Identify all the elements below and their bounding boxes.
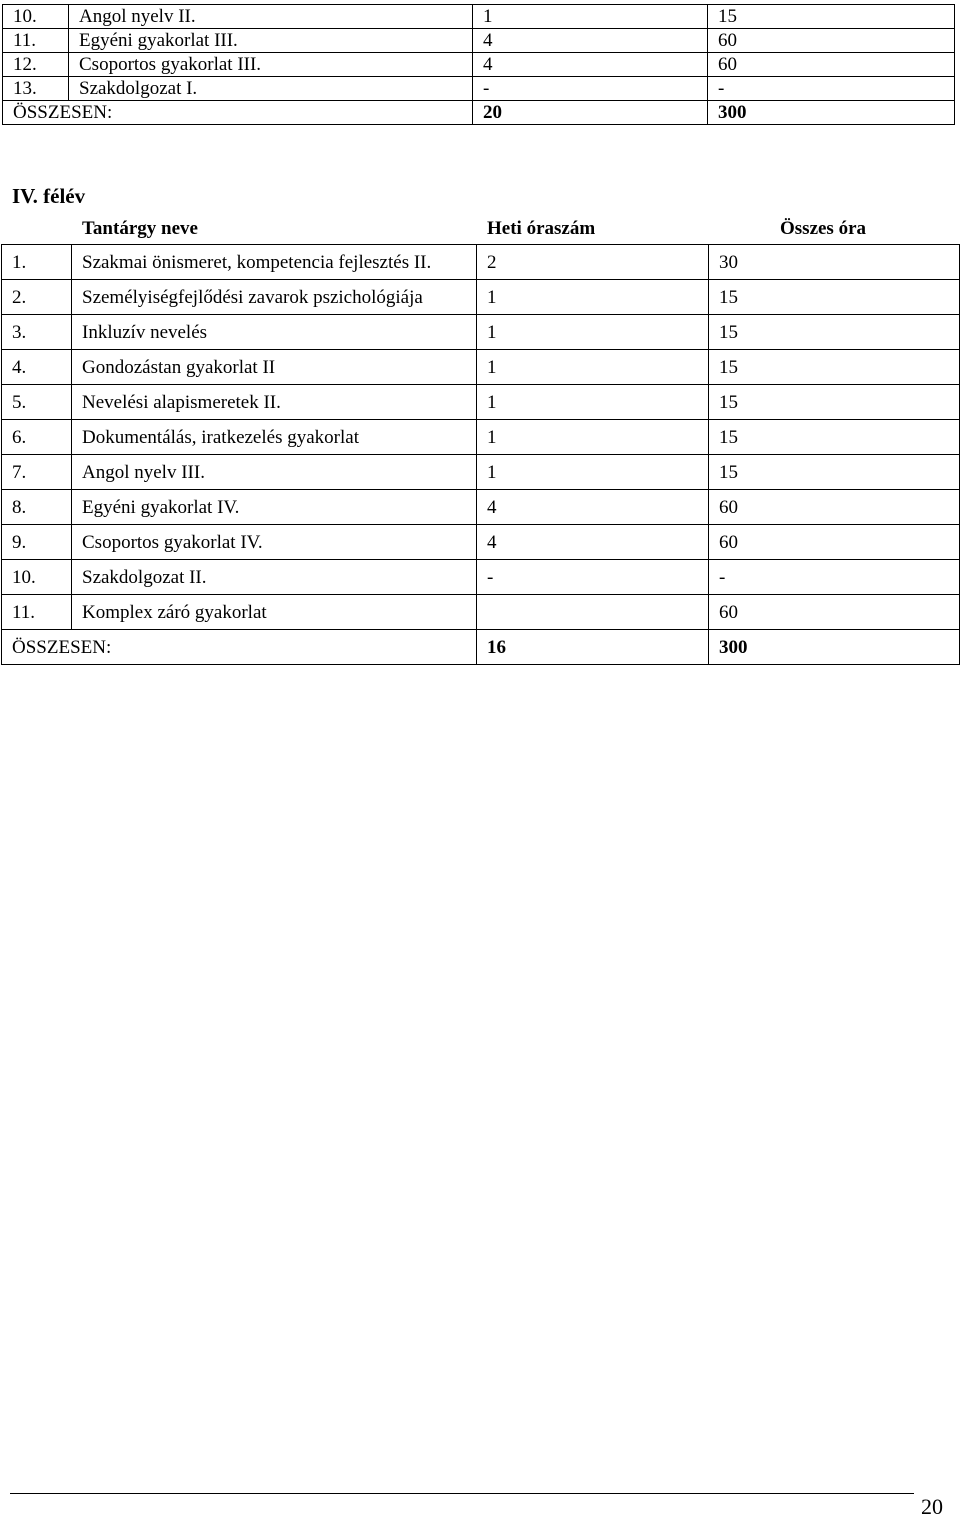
sum-total-hours: 300 (708, 101, 955, 125)
subject-name: Csoportos gyakorlat III. (69, 53, 473, 77)
subject-name: Nevelési alapismeretek II. (72, 385, 477, 420)
table-row (2, 525, 960, 560)
total-hours: 15 (709, 315, 960, 350)
subject-name: Csoportos gyakorlat IV. (72, 525, 477, 560)
sum-weekly-hours: 20 (473, 101, 708, 125)
header-weekly-hours: Heti óraszám (487, 218, 596, 239)
table-row (2, 420, 960, 455)
table-row (2, 490, 960, 525)
table-header (0, 212, 960, 242)
weekly-hours: 1 (473, 5, 708, 29)
table-row (3, 53, 955, 77)
course-table-semester-iii-end (2, 4, 955, 125)
table-row (2, 245, 960, 280)
table-row (2, 280, 960, 315)
row-number: 13. (3, 77, 69, 101)
subject-name: Egyéni gyakorlat IV. (72, 490, 477, 525)
row-number: 8. (2, 490, 72, 525)
total-hours: 60 (709, 490, 960, 525)
subject-name: Személyiségfejlődési zavarok pszichológiája (72, 280, 477, 315)
table-row (2, 560, 960, 595)
total-hours: 60 (709, 525, 960, 560)
row-number: 2. (2, 280, 72, 315)
table-row (2, 350, 960, 385)
semester-heading: IV. félév (12, 184, 86, 208)
subject-name: Inkluzív nevelés (72, 315, 477, 350)
subject-name: Angol nyelv III. (72, 455, 477, 490)
table-row (2, 455, 960, 490)
header-total-hours: Összes óra (780, 218, 867, 239)
weekly-hours: 2 (477, 245, 709, 280)
subject-name: Szakmai önismeret, kompetencia fejlesztés II. (72, 245, 477, 280)
weekly-hours: 1 (477, 350, 709, 385)
total-hours: 15 (709, 280, 960, 315)
weekly-hours: 1 (477, 315, 709, 350)
weekly-hours: - (473, 77, 708, 101)
row-number: 5. (2, 385, 72, 420)
subject-name: Gondozástan gyakorlat II (72, 350, 477, 385)
table-row (2, 385, 960, 420)
sum-row (2, 630, 960, 665)
row-number: 11. (3, 29, 69, 53)
weekly-hours: 1 (477, 420, 709, 455)
course-table-semester-iv (1, 244, 960, 665)
total-hours: 60 (708, 53, 955, 77)
subject-name: Szakdolgozat I. (69, 77, 473, 101)
table-row (2, 595, 960, 630)
table-row (3, 77, 955, 101)
subject-name: Szakdolgozat II. (72, 560, 477, 595)
table-row (2, 315, 960, 350)
row-number: 10. (2, 560, 72, 595)
header-subject-name: Tantárgy neve (82, 218, 198, 239)
row-number: 1. (2, 245, 72, 280)
row-number: 10. (3, 5, 69, 29)
weekly-hours: 4 (473, 53, 708, 77)
row-number: 6. (2, 420, 72, 455)
total-hours: 60 (709, 595, 960, 630)
total-hours: 60 (708, 29, 955, 53)
sum-weekly-hours: 16 (477, 630, 709, 665)
total-hours: 15 (709, 455, 960, 490)
total-hours: - (709, 560, 960, 595)
subject-name: Dokumentálás, iratkezelés gyakorlat (72, 420, 477, 455)
sum-row (3, 101, 955, 125)
row-number: 9. (2, 525, 72, 560)
row-number: 11. (2, 595, 72, 630)
weekly-hours: 4 (477, 490, 709, 525)
row-number: 12. (3, 53, 69, 77)
row-number: 4. (2, 350, 72, 385)
page-number: 20 (921, 1494, 943, 1519)
weekly-hours: 4 (473, 29, 708, 53)
footer-divider (10, 1493, 914, 1494)
total-hours: 30 (709, 245, 960, 280)
total-hours: 15 (709, 420, 960, 455)
weekly-hours: 1 (477, 280, 709, 315)
subject-name: Komplex záró gyakorlat (72, 595, 477, 630)
sum-label: ÖSSZESEN: (3, 101, 473, 125)
weekly-hours: 4 (477, 525, 709, 560)
weekly-hours: 1 (477, 455, 709, 490)
table-row (3, 29, 955, 53)
sum-label: ÖSSZESEN: (2, 630, 477, 665)
total-hours: 15 (709, 350, 960, 385)
weekly-hours (477, 595, 709, 630)
subject-name: Angol nyelv II. (69, 5, 473, 29)
total-hours: - (708, 77, 955, 101)
total-hours: 15 (709, 385, 960, 420)
weekly-hours: 1 (477, 385, 709, 420)
weekly-hours: - (477, 560, 709, 595)
row-number: 7. (2, 455, 72, 490)
total-hours: 15 (708, 5, 955, 29)
subject-name: Egyéni gyakorlat III. (69, 29, 473, 53)
sum-total-hours: 300 (709, 630, 960, 665)
table-row (3, 5, 955, 29)
row-number: 3. (2, 315, 72, 350)
